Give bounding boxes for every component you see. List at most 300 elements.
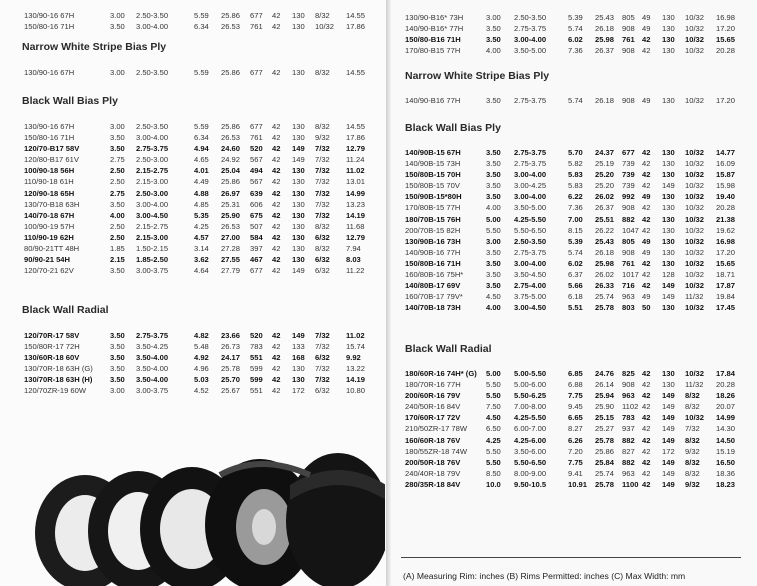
table-row bbox=[24, 199, 374, 210]
spec-cell: 606 bbox=[250, 199, 263, 209]
spec-cell: 908 bbox=[622, 203, 635, 213]
spec-cell: 5.70 bbox=[568, 148, 583, 157]
spec-cell: 739 bbox=[622, 181, 635, 191]
spec-cell: 15.65 bbox=[716, 35, 736, 45]
spec-cell: 24.17 bbox=[221, 353, 241, 363]
spec-cell: 130 bbox=[292, 166, 305, 176]
table-row bbox=[24, 121, 374, 132]
spec-cell: 3.00-4.00 bbox=[514, 35, 547, 45]
spec-cell: 5.50-6.25 bbox=[514, 391, 547, 401]
spec-cell: 149 bbox=[662, 391, 675, 401]
table-row bbox=[405, 258, 746, 269]
tire-size-cell: 130/90B-16 73H bbox=[405, 236, 461, 246]
spec-cell: 5.48 bbox=[194, 342, 209, 352]
tire-size-cell: 140/80B-17 69V bbox=[405, 281, 461, 291]
spec-cell: 3.14 bbox=[194, 244, 209, 254]
spec-cell: 26.53 bbox=[221, 221, 241, 231]
spec-cell: 14.50 bbox=[716, 435, 736, 445]
spec-cell: 4.49 bbox=[194, 177, 209, 187]
spec-cell: 1102 bbox=[622, 402, 639, 412]
spec-cell: 10/32 bbox=[685, 225, 705, 235]
spec-cell: 26.37 bbox=[595, 46, 615, 56]
spec-cell: 7/32 bbox=[315, 199, 330, 209]
spec-cell: 130 bbox=[292, 133, 305, 143]
spec-cell: 599 bbox=[250, 364, 263, 374]
spec-cell: 50 bbox=[642, 303, 651, 313]
spec-cell: 149 bbox=[292, 144, 305, 154]
spec-cell: 11/32 bbox=[685, 292, 704, 302]
tire-product-photo bbox=[20, 445, 385, 586]
spec-cell: 42 bbox=[272, 133, 281, 143]
spec-cell: 5.74 bbox=[568, 24, 583, 34]
spec-cell: 4.25-5.50 bbox=[514, 413, 547, 423]
spec-cell: 2.75-4.00 bbox=[514, 281, 547, 291]
spec-cell: 20.28 bbox=[716, 46, 736, 56]
spec-cell: 10.91 bbox=[568, 479, 588, 489]
spec-cell: 10/32 bbox=[685, 413, 705, 423]
spec-cell: 7/32 bbox=[315, 364, 330, 374]
spec-cell: 12.79 bbox=[346, 232, 366, 242]
spec-cell: 4.25-5.50 bbox=[514, 214, 547, 224]
spec-cell: 963 bbox=[622, 391, 635, 401]
spec-cell: 3.50-4.00 bbox=[136, 353, 169, 363]
tire-size-cell: 150/80B-15 70V bbox=[405, 181, 460, 191]
spec-cell: 3.50 bbox=[486, 148, 501, 157]
table-row bbox=[24, 330, 374, 341]
table-row bbox=[405, 180, 746, 191]
spec-cell: 908 bbox=[622, 46, 635, 56]
spec-cell: 3.00-4.00 bbox=[136, 22, 169, 32]
tire-size-cell: 90/90-21 54H bbox=[24, 255, 71, 265]
tire-size-cell: 120/90-18 65H bbox=[24, 188, 75, 198]
footnote-rule bbox=[401, 557, 741, 558]
spec-cell: 26.53 bbox=[221, 22, 241, 32]
spec-cell: 25.04 bbox=[221, 166, 241, 176]
spec-cell: 3.00-4.00 bbox=[514, 258, 547, 268]
spec-cell: 26.18 bbox=[595, 24, 615, 34]
spec-cell: 17.20 bbox=[716, 96, 736, 105]
spec-cell: 16.50 bbox=[716, 457, 736, 467]
table-row bbox=[405, 468, 746, 479]
spec-cell: 27.79 bbox=[221, 266, 241, 276]
spec-cell: 6/32 bbox=[315, 255, 330, 265]
spec-cell: 2.75-3.75 bbox=[136, 144, 169, 154]
spec-cell: 908 bbox=[622, 247, 635, 257]
spec-cell: 9.41 bbox=[568, 468, 583, 478]
spec-cell: 130 bbox=[292, 210, 305, 220]
spec-cell: 2.50-3.50 bbox=[514, 13, 547, 22]
spec-cell: 3.50 bbox=[110, 199, 125, 209]
spec-cell: 17.86 bbox=[346, 22, 366, 32]
tire-size-cell: 80/90-21TT 48H bbox=[24, 244, 80, 254]
spec-cell: 10/32 bbox=[685, 148, 705, 157]
right-page bbox=[391, 0, 757, 586]
spec-cell: 149 bbox=[662, 413, 675, 423]
spec-cell: 5.00-6.00 bbox=[514, 380, 547, 390]
spec-cell: 130 bbox=[662, 225, 675, 235]
spec-cell: 25.70 bbox=[221, 375, 241, 385]
spec-cell: 2.75-3.75 bbox=[514, 96, 547, 105]
spec-cell: 5.59 bbox=[194, 122, 209, 131]
table-row bbox=[405, 191, 746, 202]
spec-cell: 7/32 bbox=[315, 342, 330, 352]
spec-cell: 3.00-4.50 bbox=[136, 210, 169, 220]
spec-cell: 49 bbox=[642, 292, 651, 302]
table-row bbox=[24, 254, 374, 265]
spec-cell: 5.59 bbox=[194, 11, 209, 20]
spec-cell: 3.00-4.00 bbox=[514, 170, 547, 180]
spec-cell: 149 bbox=[292, 266, 305, 276]
spec-cell: 7.36 bbox=[568, 46, 583, 56]
spec-cell: 6.37 bbox=[568, 270, 583, 280]
spec-cell: 149 bbox=[662, 479, 675, 489]
spec-cell: 149 bbox=[292, 331, 305, 340]
spec-cell: 6.02 bbox=[568, 35, 583, 45]
tire-size-cell: 160/70B-17 79V* bbox=[405, 292, 463, 302]
spec-cell: 8/32 bbox=[315, 68, 330, 77]
spec-cell: 27.28 bbox=[221, 244, 241, 254]
spec-cell: 1.50-2.15 bbox=[136, 244, 169, 254]
spec-cell: 130 bbox=[662, 159, 675, 169]
spec-cell: 5.66 bbox=[568, 281, 583, 291]
tire-size-cell: 140/90-B16* 77H bbox=[405, 24, 464, 34]
spec-cell: 10/32 bbox=[685, 303, 705, 313]
spec-cell: 24.60 bbox=[221, 144, 241, 154]
spec-cell: 24.37 bbox=[595, 148, 615, 157]
table-row bbox=[405, 423, 746, 434]
spec-cell: 3.50 bbox=[486, 258, 501, 268]
spec-cell: 130 bbox=[662, 192, 675, 202]
spec-cell: 677 bbox=[250, 68, 263, 77]
spec-cell: 10/32 bbox=[685, 35, 705, 45]
spec-cell: 739 bbox=[622, 170, 635, 180]
spec-cell: 25.94 bbox=[595, 391, 615, 401]
spec-cell: 49 bbox=[642, 24, 651, 34]
spec-cell: 567 bbox=[250, 155, 263, 165]
tire-size-cell: 240/40R-18 79V bbox=[405, 468, 461, 478]
spec-cell: 18.71 bbox=[716, 270, 736, 280]
spec-cell: 149 bbox=[662, 281, 675, 291]
table-row bbox=[24, 352, 374, 363]
spec-cell: 42 bbox=[272, 364, 281, 374]
spec-cell: 42 bbox=[272, 244, 281, 254]
spec-cell: 130 bbox=[662, 380, 675, 390]
spec-table bbox=[405, 147, 746, 313]
spec-cell: 26.18 bbox=[595, 247, 615, 257]
spec-cell: 2.75-3.75 bbox=[514, 24, 547, 34]
spec-cell: 5.50 bbox=[486, 457, 501, 467]
tire-size-cell: 150/80B-15 70H bbox=[405, 170, 461, 180]
tire-size-cell: 130/70R-18 63H (G) bbox=[24, 364, 93, 374]
spec-cell: 551 bbox=[250, 353, 263, 363]
spec-cell: 4.65 bbox=[194, 155, 209, 165]
spec-cell: 551 bbox=[250, 386, 263, 396]
spec-cell: 2.50 bbox=[110, 232, 125, 242]
spec-cell: 5.83 bbox=[568, 181, 583, 191]
table-row bbox=[405, 401, 746, 412]
spec-cell: 20.07 bbox=[716, 402, 736, 412]
spec-cell: 42 bbox=[642, 170, 651, 180]
spec-cell: 8.03 bbox=[346, 255, 361, 265]
table-row bbox=[24, 165, 374, 176]
spec-cell: 130 bbox=[292, 199, 305, 209]
spec-cell: 26.97 bbox=[221, 188, 241, 198]
spec-cell: 3.00-4.50 bbox=[514, 303, 547, 313]
spec-cell: 4.94 bbox=[194, 144, 209, 154]
spec-table bbox=[405, 95, 746, 106]
spec-cell: 8/32 bbox=[685, 435, 700, 445]
spec-cell: 2.50 bbox=[110, 221, 125, 231]
spec-cell: 6.65 bbox=[568, 413, 583, 423]
spec-cell: 761 bbox=[250, 133, 263, 143]
spec-cell: 5.50-6.50 bbox=[514, 457, 547, 467]
tire-size-cell: 170/80B-15 77H bbox=[405, 203, 461, 213]
spec-cell: 908 bbox=[622, 380, 635, 390]
spec-cell: 761 bbox=[622, 35, 635, 45]
spec-cell: 7/32 bbox=[315, 375, 330, 385]
spec-cell: 5.59 bbox=[194, 68, 209, 77]
tire-size-cell: 120/70R-17 58V bbox=[24, 331, 80, 340]
spec-cell: 4.50 bbox=[486, 292, 501, 302]
spec-cell: 11.68 bbox=[346, 221, 365, 231]
section-heading: Black Wall Bias Ply bbox=[22, 95, 118, 107]
spec-cell: 10/32 bbox=[685, 46, 705, 56]
spec-cell: 3.00 bbox=[110, 68, 125, 77]
spec-cell: 25.74 bbox=[595, 468, 615, 478]
footnote: (A) Measuring Rim: inches (B) Rims Permitted: inches (C) Max Width: mm bbox=[403, 571, 686, 581]
spec-cell: 7.94 bbox=[346, 244, 361, 254]
spec-cell: 3.00-4.00 bbox=[136, 199, 169, 209]
spec-cell: 42 bbox=[642, 413, 651, 423]
spec-cell: 7.20 bbox=[568, 446, 583, 456]
table-row bbox=[405, 23, 746, 34]
spec-cell: 3.62 bbox=[194, 255, 209, 265]
table-row bbox=[405, 291, 746, 302]
spec-cell: 963 bbox=[622, 292, 635, 302]
spec-cell: 2.15-3.00 bbox=[136, 232, 169, 242]
spec-cell: 25.86 bbox=[221, 122, 241, 131]
spec-cell: 783 bbox=[622, 413, 635, 423]
spec-cell: 2.50 bbox=[110, 177, 125, 187]
spec-cell: 3.50 bbox=[486, 35, 501, 45]
spec-cell: 15.87 bbox=[716, 170, 736, 180]
spec-cell: 130 bbox=[662, 35, 675, 45]
spec-cell: 130 bbox=[292, 232, 305, 242]
spec-cell: 963 bbox=[622, 468, 635, 478]
tire-size-cell: 150/90B-15*80H bbox=[405, 192, 462, 202]
spec-cell: 42 bbox=[642, 457, 651, 467]
tire-size-cell: 130/70-B18 63H bbox=[24, 199, 80, 209]
spec-cell: 10.80 bbox=[346, 386, 366, 396]
spec-cell: 3.50 bbox=[486, 192, 501, 202]
spec-cell: 16.98 bbox=[716, 236, 736, 246]
spec-cell: 42 bbox=[272, 221, 281, 231]
tire-size-cell: 130/90-16 67H bbox=[24, 122, 75, 131]
spec-cell: 49 bbox=[642, 247, 651, 257]
spec-cell: 130 bbox=[662, 46, 675, 56]
tire-size-cell: 130/70R-18 63H (H) bbox=[24, 375, 93, 385]
spec-cell: 42 bbox=[272, 199, 281, 209]
spec-cell: 5.39 bbox=[568, 13, 583, 22]
spec-cell: 3.50 bbox=[110, 22, 125, 32]
spec-cell: 3.50 bbox=[110, 342, 125, 352]
spec-cell: 172 bbox=[292, 386, 305, 396]
spec-cell: 42 bbox=[642, 435, 651, 445]
spec-cell: 6.50 bbox=[486, 424, 501, 434]
spec-cell: 677 bbox=[250, 122, 263, 131]
spec-cell: 133 bbox=[292, 342, 305, 352]
spec-cell: 7/32 bbox=[315, 144, 330, 154]
spec-cell: 10/32 bbox=[685, 236, 705, 246]
spec-cell: 4.96 bbox=[194, 364, 209, 374]
spec-cell: 25.86 bbox=[595, 446, 615, 456]
spec-cell: 2.50-3.50 bbox=[136, 68, 169, 77]
spec-cell: 5.74 bbox=[568, 247, 583, 257]
spec-cell: 42 bbox=[272, 11, 281, 20]
spec-cell: 3.50-5.00 bbox=[514, 46, 547, 56]
table-row bbox=[405, 302, 746, 313]
spec-cell: 908 bbox=[622, 24, 635, 34]
spec-cell: 4.52 bbox=[194, 386, 209, 396]
spec-cell: 2.50-3.50 bbox=[514, 236, 547, 246]
spec-cell: 599 bbox=[250, 375, 263, 385]
spec-cell: 8/32 bbox=[685, 457, 700, 467]
spec-cell: 149 bbox=[662, 292, 675, 302]
spec-cell: 2.15 bbox=[110, 255, 125, 265]
spec-cell: 130 bbox=[292, 244, 305, 254]
spec-cell: 3.50 bbox=[110, 364, 125, 374]
spec-cell: 1.85 bbox=[110, 244, 125, 254]
spec-cell: 783 bbox=[250, 342, 263, 352]
spec-cell: 6/32 bbox=[315, 232, 330, 242]
tire-size-cell: 140/70-18 67H bbox=[24, 210, 75, 220]
spec-cell: 8/32 bbox=[685, 391, 700, 401]
spec-cell: 42 bbox=[272, 331, 281, 340]
tire-size-cell: 130/90-16 67H bbox=[24, 68, 75, 77]
spec-cell: 10/32 bbox=[685, 181, 705, 191]
spec-cell: 5.00-5.50 bbox=[514, 369, 547, 378]
tire-size-cell: 210/50ZR-17 78W bbox=[405, 424, 468, 434]
spec-cell: 13.23 bbox=[346, 199, 366, 209]
tire-size-cell: 100/90-19 57H bbox=[24, 221, 75, 231]
table-row bbox=[405, 390, 746, 401]
spec-cell: 172 bbox=[662, 446, 675, 456]
spec-cell: 3.00-3.75 bbox=[136, 386, 169, 396]
tire-size-cell: 130/90-B16* 73H bbox=[405, 13, 464, 22]
spec-cell: 8/32 bbox=[315, 122, 330, 131]
spec-cell: 42 bbox=[642, 380, 651, 390]
spec-cell: 5.00 bbox=[486, 369, 501, 378]
spec-cell: 42 bbox=[642, 35, 651, 45]
spec-cell: 26.33 bbox=[595, 281, 615, 291]
spec-cell: 7.36 bbox=[568, 203, 583, 213]
spec-cell: 675 bbox=[250, 210, 263, 220]
spec-cell: 25.15 bbox=[595, 413, 615, 423]
spec-cell: 42 bbox=[642, 446, 651, 456]
spec-cell: 3.50 bbox=[110, 133, 125, 143]
spec-cell: 130 bbox=[662, 148, 675, 157]
spec-cell: 42 bbox=[272, 188, 281, 198]
spec-cell: 130 bbox=[662, 214, 675, 224]
spec-cell: 42 bbox=[642, 270, 651, 280]
spec-cell: 130 bbox=[662, 24, 675, 34]
spec-cell: 42 bbox=[642, 424, 651, 434]
spec-cell: 25.27 bbox=[595, 424, 615, 434]
spec-cell: 25.78 bbox=[595, 435, 615, 445]
spec-cell: 5.03 bbox=[194, 375, 209, 385]
spec-cell: 761 bbox=[622, 258, 635, 268]
spec-cell: 639 bbox=[250, 188, 263, 198]
spec-cell: 130 bbox=[292, 68, 305, 77]
spec-cell: 10/32 bbox=[315, 22, 335, 32]
spec-cell: 11.22 bbox=[346, 266, 365, 276]
table-row bbox=[405, 269, 746, 280]
spec-cell: 677 bbox=[250, 266, 263, 276]
spec-cell: 10/32 bbox=[685, 170, 705, 180]
spec-cell: 17.86 bbox=[346, 133, 366, 143]
spec-cell: 49 bbox=[642, 13, 651, 22]
spec-cell: 19.62 bbox=[716, 225, 736, 235]
spec-cell: 3.00-4.00 bbox=[514, 192, 547, 202]
table-row bbox=[405, 247, 746, 258]
spec-cell: 520 bbox=[250, 144, 263, 154]
spec-cell: 507 bbox=[250, 221, 263, 231]
spec-cell: 42 bbox=[272, 210, 281, 220]
spec-cell: 5.50-6.50 bbox=[514, 225, 547, 235]
spec-cell: 19.84 bbox=[716, 292, 736, 302]
spec-cell: 3.50 bbox=[486, 159, 501, 169]
section-heading: Black Wall Radial bbox=[405, 343, 492, 355]
spec-cell: 20.28 bbox=[716, 203, 736, 213]
spec-table bbox=[24, 67, 374, 78]
spec-cell: 2.15-3.00 bbox=[136, 177, 169, 187]
spec-cell: 25.20 bbox=[595, 181, 615, 191]
spec-cell: 130 bbox=[662, 203, 675, 213]
spec-cell: 42 bbox=[272, 386, 281, 396]
spec-cell: 24.76 bbox=[595, 369, 615, 378]
spec-cell: 2.75 bbox=[110, 188, 125, 198]
spec-cell: 18.23 bbox=[716, 479, 736, 489]
spec-cell: 9/32 bbox=[685, 479, 700, 489]
spec-cell: 3.00 bbox=[110, 386, 125, 396]
spec-cell: 130 bbox=[292, 177, 305, 187]
table-row bbox=[405, 446, 746, 457]
spec-cell: 2.75-3.75 bbox=[514, 247, 547, 257]
spec-cell: 2.50 bbox=[110, 166, 125, 176]
spec-cell: 825 bbox=[622, 369, 635, 378]
spec-cell: 8/32 bbox=[315, 221, 330, 231]
spec-cell: 3.00 bbox=[486, 13, 501, 22]
spec-cell: 14.55 bbox=[346, 122, 366, 131]
section-heading: Black Wall Radial bbox=[22, 304, 109, 316]
spec-cell: 26.37 bbox=[595, 203, 615, 213]
spec-cell: 130 bbox=[662, 369, 675, 378]
spec-cell: 130 bbox=[292, 255, 305, 265]
spec-cell: 8/32 bbox=[315, 244, 330, 254]
spec-cell: 4.25 bbox=[486, 435, 501, 445]
spec-cell: 8.27 bbox=[568, 424, 583, 434]
spec-cell: 10/32 bbox=[685, 247, 705, 257]
tire-size-cell: 100/90-18 56H bbox=[24, 166, 75, 176]
spec-cell: 2.75-3.75 bbox=[514, 148, 547, 157]
spec-cell: 3.00-4.00 bbox=[136, 133, 169, 143]
spec-cell: 992 bbox=[622, 192, 635, 202]
spec-cell: 42 bbox=[642, 468, 651, 478]
table-row bbox=[405, 379, 746, 390]
spec-cell: 805 bbox=[622, 236, 635, 246]
spec-cell: 9/32 bbox=[315, 133, 330, 143]
spec-cell: 49 bbox=[642, 236, 651, 246]
